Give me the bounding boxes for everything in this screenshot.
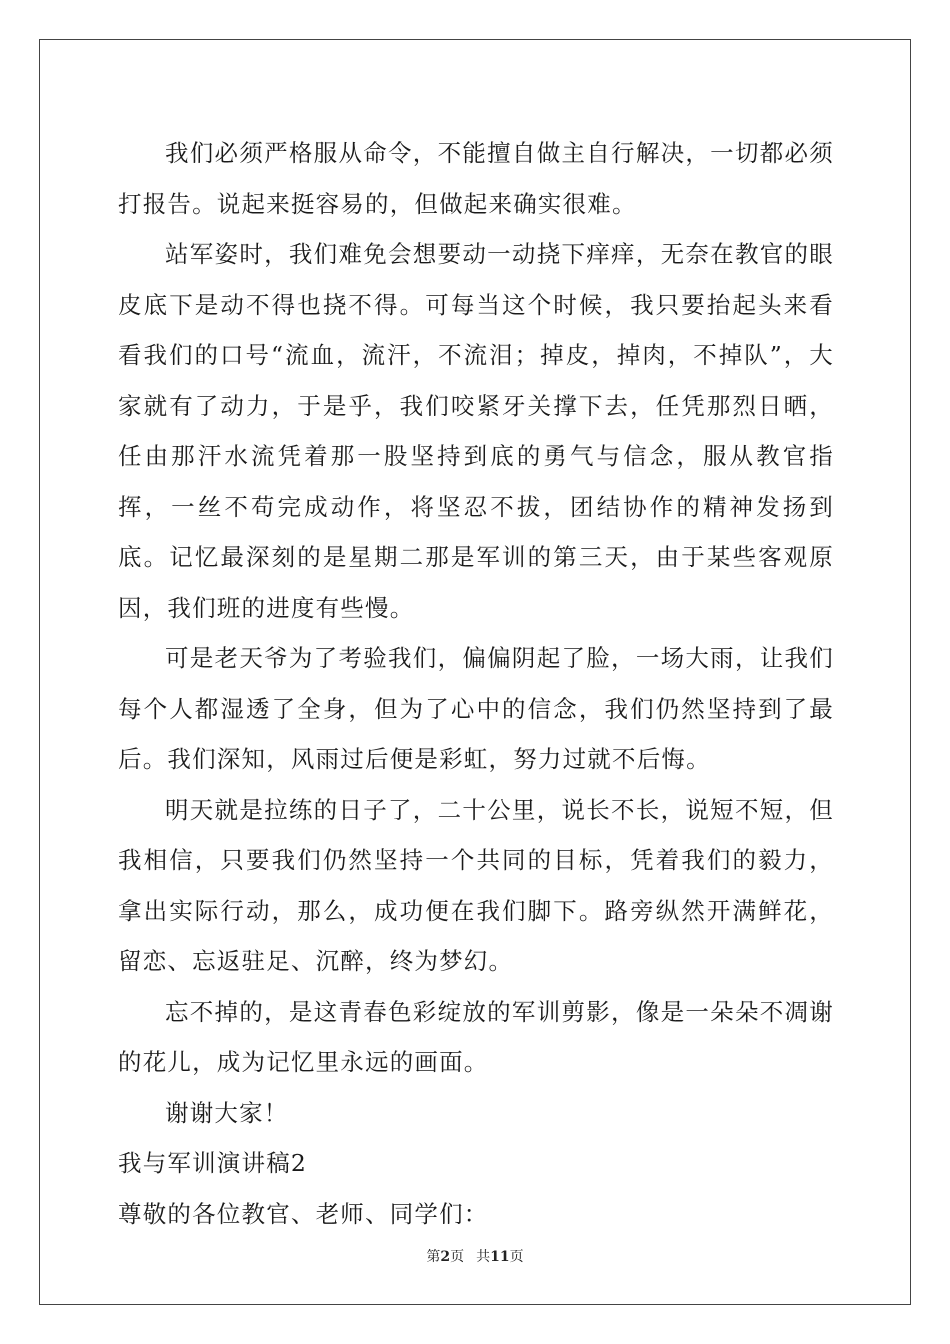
- total-suffix: 页: [509, 1249, 524, 1265]
- paragraph-1: 我们必须严格服从命令，不能擅自做主自行解决，一切都必须打报告。说起来挺容易的，但做起来确实很难。: [118, 139, 834, 218]
- page-number: 2: [440, 1249, 451, 1265]
- page-prefix: 第: [426, 1249, 441, 1265]
- paragraph-2: 站军姿时，我们难免会想要动一动挠下痒痒，无奈在教官的眼皮底下是动不得也挠不得。可每当这个时候，我只要抬起头来看看我们的口号“流血，流汗，不流泪；掉皮，掉肉，不掉队”，大家就有了动力，于是乎，我们咬紧牙关撑下去，任凭那烈日晒，任由那汗水流凭着那一股坚持到底的勇气与信念，服从教官指挥，一丝不苟完成动作，将坚忍不拔，团结协作的精神发扬到底。记忆最深刻的是星期二那是军训的第三天，由于某些客观原因，我们班的进度有些慢。: [118, 240, 834, 622]
- total-prefix: 共: [476, 1249, 491, 1265]
- page-footer: [0, 1247, 950, 1267]
- closing-thanks: 谢谢大家！: [165, 1098, 289, 1127]
- total-pages: 11: [490, 1249, 510, 1265]
- document-body: [118, 128, 834, 1239]
- page-suffix: 页: [450, 1249, 465, 1265]
- salutation: 尊敬的各位教官、老师、同学们：: [118, 1199, 489, 1228]
- section-title: 我与军训演讲稿2: [118, 1149, 308, 1177]
- paragraph-3: 可是老天爷为了考验我们，偏偏阴起了脸，一场大雨，让我们每个人都湿透了全身，但为了心中的信念，我们仍然坚持到了最后。我们深知，风雨过后便是彩虹，努力过就不后悔。: [118, 644, 834, 773]
- paragraph-4: 明天就是拉练的日子了，二十公里，说长不长，说短不短，但我相信，只要我们仍然坚持一个共同的目标，凭着我们的毅力，拿出实际行动，那么，成功便在我们脚下。路旁纵然开满鲜花，留恋、忘返驻足、沉醉，终为梦幻。: [118, 795, 834, 975]
- paragraph-5: 忘不掉的，是这青春色彩绽放的军训剪影，像是一朵朵不凋谢的花儿，成为记忆里永远的画面。: [118, 997, 834, 1076]
